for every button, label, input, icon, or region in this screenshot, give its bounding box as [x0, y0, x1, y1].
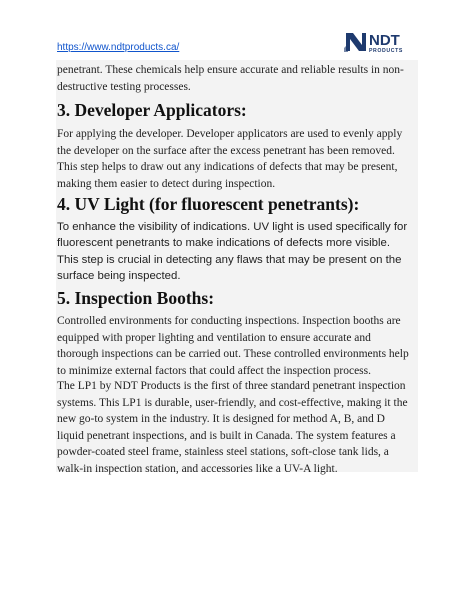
- section-5-body: Controlled environments for conducting inspections. Inspection booths are equipped with proper lighting and ventilation to ensure accurate and thorough inspections can be carried out. These controlled environments help to minimize external factors that could affect the inspection process.: [57, 315, 409, 377]
- intro-paragraph: penetrant. These chemicals help ensure accurate and reliable results in non-destructive testing processes.: [57, 64, 404, 93]
- closing-paragraph: The LP1 by NDT Products is the first of three standard penetrant inspection systems. This LP1 is durable, user-friendly, and cost-effective, making it the new go-to system in the industry. It is designed for method A, B, and D liquid penetrant inspections, and is built in Canada. The system features a powder-coated steel frame, stainless steel stations, soft-close tank lids, a walk-in inspection station, and accessories like a UV-A light.: [57, 380, 408, 475]
- ndt-logo-icon: [344, 30, 418, 54]
- section-4-body: To enhance the visibility of indications. UV light is used specifically for fluorescent penetrants to make indications of defects more visible. This step is crucial in detecting any flaws that may be present on the surface being inspected.: [57, 221, 408, 282]
- logo-brand-text: NDT: [369, 32, 400, 49]
- section-5-heading: 5. Inspection Booths:: [57, 288, 215, 308]
- section-3-body: For applying the developer. Developer applicators are used to evenly apply the developer on the surface after the excess penetrant has been removed. This step helps to draw out any indications of defects that may be present, making them easier to detect during inspection.: [57, 128, 403, 190]
- ndt-products-logo: [344, 30, 418, 54]
- section-3-heading: 3. Developer Applicators:: [57, 100, 247, 120]
- section-4-heading: 4. UV Light (for fluorescent penetrants):: [57, 194, 360, 214]
- website-link[interactable]: https://www.ndtproducts.ca/: [57, 42, 180, 53]
- logo-sub-text: PRODUCTS: [369, 48, 403, 54]
